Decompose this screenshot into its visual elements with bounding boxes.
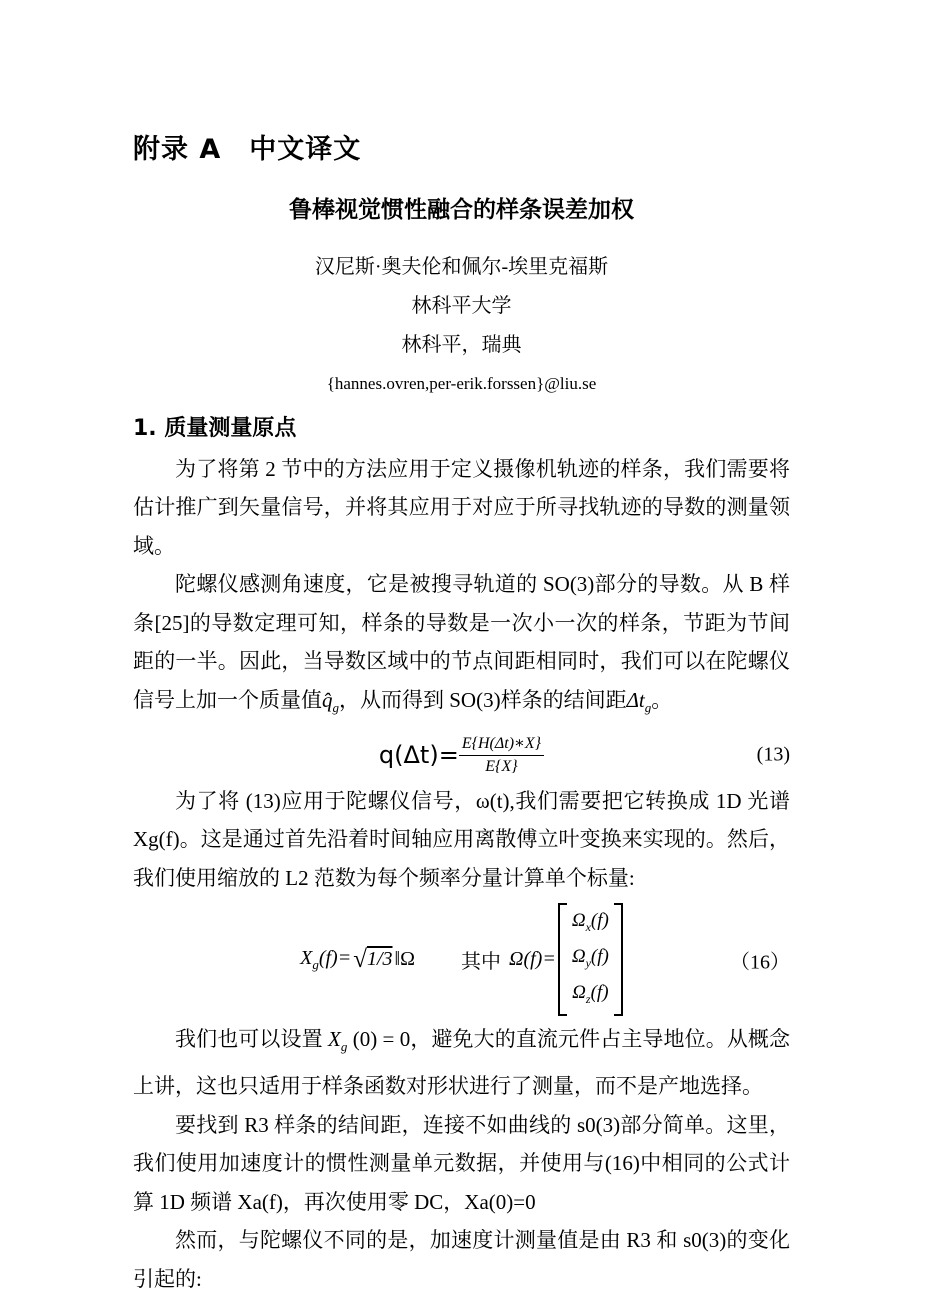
inline-math-q-hat-g: $q̂_g$ [322, 687, 339, 715]
authors-line: 汉尼斯·奥夫伦和佩尔-埃里克福斯 [314, 255, 609, 278]
section-1-heading: 1. 质量测量原点 [133, 415, 297, 441]
fraction-denominator: E{X} [485, 757, 518, 775]
omega-vector [558, 903, 623, 1016]
vector-row-y: $\Omega_y(f)$ [571, 945, 609, 970]
location: 林科平，瑞典 [401, 333, 522, 356]
equation-13 [133, 733, 790, 777]
equation-13-fraction [459, 733, 544, 777]
paragraph-4 [133, 1020, 790, 1105]
paragraph-4-text-2: (0) = 0，避免大的直流元件占主导地位。从概念上讲，这也只适用于样条函数对形状进行了测量，而不是产地选择。 [133, 1027, 791, 1099]
vector-row-z: $\Omega_z(f)$ [572, 981, 609, 1006]
sqrt-radicand: 1/3 [366, 948, 393, 971]
omega-definition-lhs: Ω(f)= [509, 948, 556, 971]
paragraph-3: 为了将 (13)应用于陀螺仪信号，ω(t),我们需要把它转换成 1D 光谱 Xg(f)。这是通过首先沿着时间轴应用离散傅立叶变换来实现的。然后，我们使用缩放的 L2 范数为每个频率分量计算单个标量: [133, 788, 790, 890]
equation-16 [133, 903, 790, 1016]
paragraph-1: 为了将第 2 节中的方法应用于定义摄像机轨迹的样条，我们需要将估计推广到矢量信号，并将其应用于对应于所寻找轨迹的导数的测量领域。 [133, 456, 790, 558]
equation-13-body [133, 733, 790, 777]
paragraph-2-text-3: 。 [651, 687, 673, 712]
equation-13-lhs: q(Δt)= [378, 741, 459, 770]
paragraph-5: 要找到 R3 样条的结间距，连接不如曲线的 s0(3)部分简单。这里，我们使用加速度计的惯性测量单元数据，并使用与(16)中相同的公式计算 1D 频谱 Xa(f)，再次使用零 DC，Xa(0)=0 [133, 1112, 790, 1214]
paragraph-2-text-1: 陀螺仪感测角速度，它是被搜寻轨道的 SO(3)部分的导数。从 B 样条[25]的导数定理可知，样条的导数是一次小一次的样条，节距为节间距的一半。因此，当导数区域中的节点间距相同时，我们可以在陀螺仪信号上加一个质量值 [133, 572, 790, 712]
appendix-title: 附录 A 中文译文 [133, 134, 362, 165]
sqrt-radical-symbol: √ [353, 945, 367, 973]
fraction-numerator: E{H(Δt)∗X} [459, 733, 544, 756]
equation-number-16: （16） [730, 951, 790, 974]
paragraph-6: 然而，与陀螺仪不同的是，加速度计测量值是由 R3 和 s0(3)的变化引起的: [133, 1228, 790, 1291]
vector-bracket-left [558, 903, 567, 1016]
paragraph-2 [133, 565, 790, 727]
equation-number-13: (13) [756, 743, 790, 766]
vector-row-x: $\Omega_x(f)$ [571, 910, 609, 934]
vector-rows [567, 903, 614, 1016]
paragraph-2-text-2: ，从而得到 SO(3)样条的结间距 [339, 687, 627, 712]
affiliation: 林科平大学 [411, 294, 512, 317]
vector-bracket-right [614, 903, 623, 1016]
norm-omega: ‖Ω [394, 948, 415, 971]
email-address: {hannes.ovren,per-erik.forssen}@liu.se [326, 373, 597, 393]
paper-title: 鲁棒视觉惯性融合的样条误差加权 [289, 196, 634, 223]
paragraph-4-text-1: 我们也可以设置 [175, 1027, 329, 1052]
inline-math-delta-t-g: $\Delta t_g$ [626, 687, 652, 715]
where-label: 其中 [461, 951, 501, 974]
inline-math-x-g: $X_g$ [328, 1027, 348, 1055]
equation-16-lhs: $X_g(f)=$ [300, 946, 352, 972]
equation-16-body [133, 903, 790, 1016]
